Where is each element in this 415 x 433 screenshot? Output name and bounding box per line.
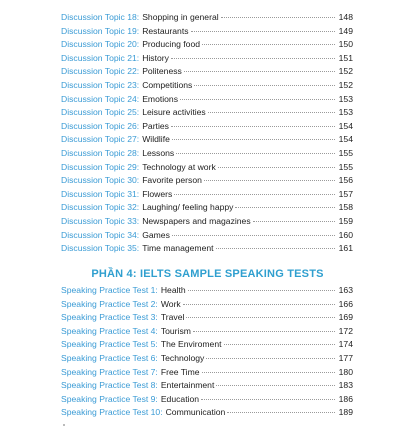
toc-entry-title: Health (160, 285, 186, 295)
toc-entry[interactable] (61, 147, 353, 161)
toc-entry-title: Free Time (160, 366, 200, 377)
dot-leader (218, 167, 335, 168)
discussion-topics-list (61, 11, 353, 256)
toc-entry[interactable] (61, 201, 353, 215)
toc-entry-page: 166 (338, 298, 353, 309)
toc-entry-page: 183 (338, 380, 353, 391)
dot-leader (171, 58, 335, 59)
toc-entry-label: Discussion Topic 30: (61, 175, 140, 186)
dot-leader (174, 194, 335, 195)
toc-entry[interactable] (61, 93, 353, 107)
toc-entry[interactable] (61, 406, 353, 420)
toc-entry-label: Discussion Topic 20: (61, 39, 140, 50)
dot-leader (216, 385, 335, 386)
toc-entry-title: Producing food (142, 39, 200, 50)
toc-entry-title: Games (142, 229, 170, 240)
toc-entry-page: 159 (338, 215, 353, 226)
toc-entry-title: Shopping in general (142, 12, 219, 22)
toc-entry-title: Parties (142, 120, 169, 131)
toc-entry[interactable] (61, 215, 353, 229)
toc-entry-title: Competitions (142, 79, 193, 90)
toc-entry-page: 186 (338, 393, 353, 404)
toc-entry-title: Education (160, 393, 200, 404)
dot-leader (183, 304, 335, 305)
toc-entry-label: Discussion Topic 18: (61, 12, 140, 22)
toc-entry-page: 155 (338, 161, 353, 172)
toc-entry-title: Communication (165, 407, 226, 418)
toc-entry-label: Discussion Topic 27: (61, 134, 140, 145)
toc-entry-page: 161 (338, 243, 353, 254)
toc-entry[interactable] (61, 133, 353, 147)
dot-leader (227, 412, 335, 413)
toc-entry-label: Speaking Practice Test 8: (61, 380, 158, 391)
toc-entry-page: 156 (338, 175, 353, 186)
dot-leader (221, 17, 335, 18)
toc-entry-title: Newspapers and magazines (142, 215, 251, 226)
toc-entry-page: 151 (338, 52, 353, 63)
dot-leader (216, 248, 335, 249)
toc-entry-label: Discussion Topic 25: (61, 107, 140, 118)
toc-entry[interactable] (61, 229, 353, 243)
toc-entry-title: Entertainment (160, 380, 215, 391)
toc-entry-title: Emotions (142, 93, 179, 104)
toc-entry-label: Speaking Practice Test 4: (61, 325, 158, 336)
dot-leader (235, 207, 335, 208)
toc-entry-page: 158 (338, 202, 353, 213)
toc-entry-title: Wildlife (142, 134, 170, 145)
dot-leader (176, 153, 335, 154)
dot-leader (201, 399, 335, 400)
toc-entry[interactable] (61, 11, 353, 25)
toc-entry-label: Discussion Topic 33: (61, 215, 140, 226)
toc-entry-label: Discussion Topic 24: (61, 93, 140, 104)
toc-entry[interactable] (61, 393, 353, 407)
toc-entry-title: Laughing/ feeling happy (142, 202, 234, 213)
dot-leader (194, 85, 335, 86)
toc-entry-title: Leisure activities (142, 107, 206, 118)
toc-entry-page: 174 (338, 339, 353, 350)
section-heading: PHẦN 4: IELTS SAMPLE SPEAKING TESTS (91, 268, 324, 280)
toc-entry[interactable] (61, 188, 353, 202)
toc-entry-label: Speaking Practice Test 9: (61, 393, 158, 404)
toc-entry-title: History (142, 52, 169, 63)
toc-entry[interactable] (61, 298, 353, 312)
dot-leader (172, 139, 335, 140)
toc-entry-page: 152 (338, 79, 353, 90)
dot-leader (191, 31, 335, 32)
toc-entry[interactable] (61, 242, 353, 256)
toc-entry-label: Speaking Practice Test 3: (61, 312, 158, 323)
toc-entry-label: Discussion Topic 34: (61, 229, 140, 240)
toc-entry-label: Discussion Topic 35: (61, 243, 140, 254)
toc-entry-label: Speaking Practice Test 2: (61, 298, 158, 309)
toc-entry-page: 153 (338, 93, 353, 104)
toc-entry-page: 154 (338, 120, 353, 131)
toc-entry-page: 180 (338, 366, 353, 377)
toc-entry-page: 157 (338, 188, 353, 199)
dot-leader (171, 126, 335, 127)
toc-entry-title: Tourism (160, 325, 191, 336)
toc-entry[interactable] (61, 174, 353, 188)
dot-leader (186, 317, 335, 318)
dot-leader (253, 221, 335, 222)
dot-leader (202, 44, 335, 45)
dot-leader (224, 344, 336, 345)
dot-leader (193, 331, 335, 332)
toc-entry-page: 155 (338, 147, 353, 158)
toc-entry-page: 149 (338, 25, 353, 36)
toc-entry-title: Favorite person (142, 175, 202, 186)
toc-entry-title: The Enviroment (160, 339, 222, 350)
toc-entry[interactable] (61, 352, 353, 366)
dot-leader (180, 99, 335, 100)
toc-entry-label: Discussion Topic 28: (61, 147, 140, 158)
dot-leader (208, 112, 335, 113)
toc-entry-page: 160 (338, 229, 353, 240)
toc-entry[interactable] (61, 120, 353, 134)
toc-entry[interactable] (61, 65, 353, 79)
footer-mark (63, 424, 65, 426)
toc-entry[interactable] (61, 284, 353, 298)
toc-entry[interactable] (61, 38, 353, 52)
dot-leader (204, 180, 335, 181)
toc-entry-label: Discussion Topic 31: (61, 188, 140, 199)
toc-entry-page: 169 (338, 312, 353, 323)
toc-entry-title: Technology at work (142, 161, 216, 172)
toc-entry-page: 153 (338, 107, 353, 118)
toc-entry-page: 189 (338, 407, 353, 418)
toc-entry-page: 152 (338, 66, 353, 77)
toc-entry-label: Discussion Topic 19: (61, 25, 140, 36)
toc-entry-title: Restaurants (142, 25, 189, 36)
toc-entry-title: Flowers (142, 188, 173, 199)
dot-leader (206, 358, 335, 359)
toc-entry-title: Work (160, 298, 181, 309)
toc-entry-label: Discussion Topic 23: (61, 79, 140, 90)
toc-entry-label: Discussion Topic 29: (61, 161, 140, 172)
toc-entry[interactable] (61, 25, 353, 39)
toc-entry-page: 177 (338, 352, 353, 363)
toc-entry-page: 148 (338, 12, 353, 22)
toc-entry[interactable] (61, 161, 353, 175)
toc-entry-title: Politeness (142, 66, 182, 77)
dot-leader (188, 290, 335, 291)
toc-entry-label: Discussion Topic 21: (61, 52, 140, 63)
toc-entry[interactable] (61, 311, 353, 325)
toc-entry-title: Travel (160, 312, 185, 323)
dot-leader (172, 235, 335, 236)
toc-entry-page: 150 (338, 39, 353, 50)
dot-leader (184, 71, 335, 72)
toc-entry-title: Lessons (142, 147, 175, 158)
toc-entry-page: 172 (338, 325, 353, 336)
toc-entry[interactable] (61, 79, 353, 93)
toc-entry-label: Discussion Topic 22: (61, 66, 140, 77)
speaking-tests-list (61, 284, 353, 420)
toc-entry-title: Time management (142, 243, 214, 254)
toc-entry-label: Speaking Practice Test 1: (61, 285, 158, 295)
toc-entry[interactable] (61, 325, 353, 339)
toc-entry-label: Speaking Practice Test 7: (61, 366, 158, 377)
toc-entry[interactable] (61, 106, 353, 120)
toc-entry[interactable] (61, 379, 353, 393)
toc-entry[interactable] (61, 52, 353, 66)
toc-entry-page: 154 (338, 134, 353, 145)
toc-entry-label: Speaking Practice Test 5: (61, 339, 158, 350)
toc-entry-label: Speaking Practice Test 6: (61, 352, 158, 363)
toc-entry-label: Speaking Practice Test 10: (61, 407, 163, 418)
toc-entry[interactable] (61, 338, 353, 352)
toc-entry-label: Discussion Topic 32: (61, 202, 140, 213)
toc-entry[interactable] (61, 366, 353, 380)
toc-entry-label: Discussion Topic 26: (61, 120, 140, 131)
toc-entry-title: Technology (160, 352, 205, 363)
dot-leader (202, 372, 335, 373)
toc-entry-page: 163 (338, 285, 353, 295)
